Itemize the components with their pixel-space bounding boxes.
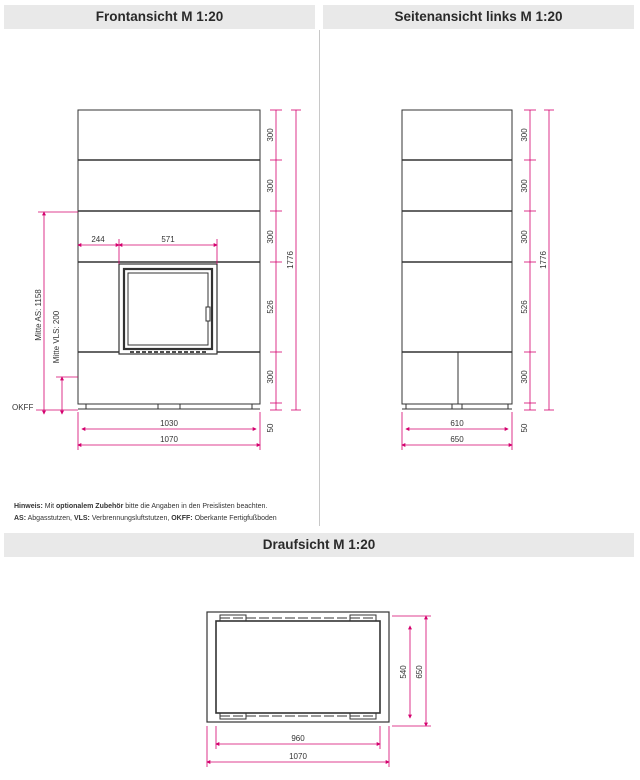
top-dim-label-width-total: 1070 [289, 752, 307, 761]
front-dim-label-6: 50 [266, 423, 275, 433]
note-hinweis-text2: bitte die Angaben in den Preislisten beachten. [123, 503, 268, 510]
front-dim-label-width-total: 1070 [160, 435, 178, 444]
top-dim-label-width-inner: 960 [291, 734, 305, 743]
front-dim-label-1: 300 [266, 128, 275, 142]
side-dim-label-5: 300 [520, 370, 529, 384]
note-okff-label: OKFF: [171, 515, 193, 522]
top-view [207, 612, 389, 722]
side-dim-label-3: 300 [520, 230, 529, 244]
side-dim-label-4: 526 [520, 300, 529, 314]
note-hinweis-text1: Mit [42, 503, 57, 510]
side-view-title: Seitenansicht links M 1:20 [323, 5, 634, 29]
side-dim-label-6: 50 [520, 423, 529, 433]
side-dim-label-1: 300 [520, 128, 529, 142]
front-view [78, 110, 260, 409]
front-stove-body [78, 110, 260, 404]
top-dimensions [207, 616, 431, 767]
front-base-left [86, 404, 158, 409]
front-dim-label-total: 1776 [286, 251, 295, 269]
top-outer-outline [207, 612, 389, 722]
side-base-left [406, 404, 452, 409]
note-okff-text: Oberkante Fertigfußboden [192, 515, 277, 522]
front-dim-label-door-width: 571 [161, 235, 175, 244]
top-inner-outline [216, 621, 380, 713]
front-view-title: Frontansicht M 1:20 [4, 5, 315, 29]
side-view [402, 110, 512, 409]
note-as-text: Abgasstutzen, [26, 515, 74, 522]
note-as-label: AS: [14, 515, 27, 522]
front-dim-label-3: 300 [266, 230, 275, 244]
side-dim-label-2: 300 [520, 179, 529, 193]
front-okff-label: OKFF [12, 403, 34, 412]
front-base-right [180, 404, 252, 409]
front-dim-label-width-inner: 1030 [160, 419, 178, 428]
front-door-handle [206, 307, 210, 321]
note-hinweis-bold: optionalem Zubehör [56, 503, 124, 510]
side-dim-label-total: 1776 [539, 251, 548, 269]
front-dim-label-door-offset: 244 [91, 235, 105, 244]
side-dimensions [402, 110, 554, 450]
side-dim-label-width-total: 650 [450, 435, 464, 444]
side-base-right [462, 404, 508, 409]
front-dim-label-mitte-as: Mitte AS: 1158 [34, 289, 43, 341]
top-view-title: Draufsicht M 1:20 [4, 533, 634, 557]
front-dim-label-2: 300 [266, 179, 275, 193]
top-dim-label-depth-inner: 540 [399, 665, 408, 679]
front-dim-label-mitte-vls: Mitte VLS: 200 [52, 310, 61, 364]
note-hinweis-label: Hinweis: [14, 503, 43, 510]
side-stove-body [402, 110, 512, 404]
note-vls-label: VLS: [73, 515, 90, 522]
side-dim-label-width-inner: 610 [450, 419, 464, 428]
front-dim-label-5: 300 [266, 370, 275, 384]
top-dim-label-depth-total: 650 [415, 665, 424, 679]
front-dim-label-4: 526 [266, 300, 275, 314]
front-door-frame [119, 264, 217, 354]
note-vls-text: Verbrennungsluftstutzen, [89, 515, 172, 522]
side-dim-labels [450, 128, 548, 444]
